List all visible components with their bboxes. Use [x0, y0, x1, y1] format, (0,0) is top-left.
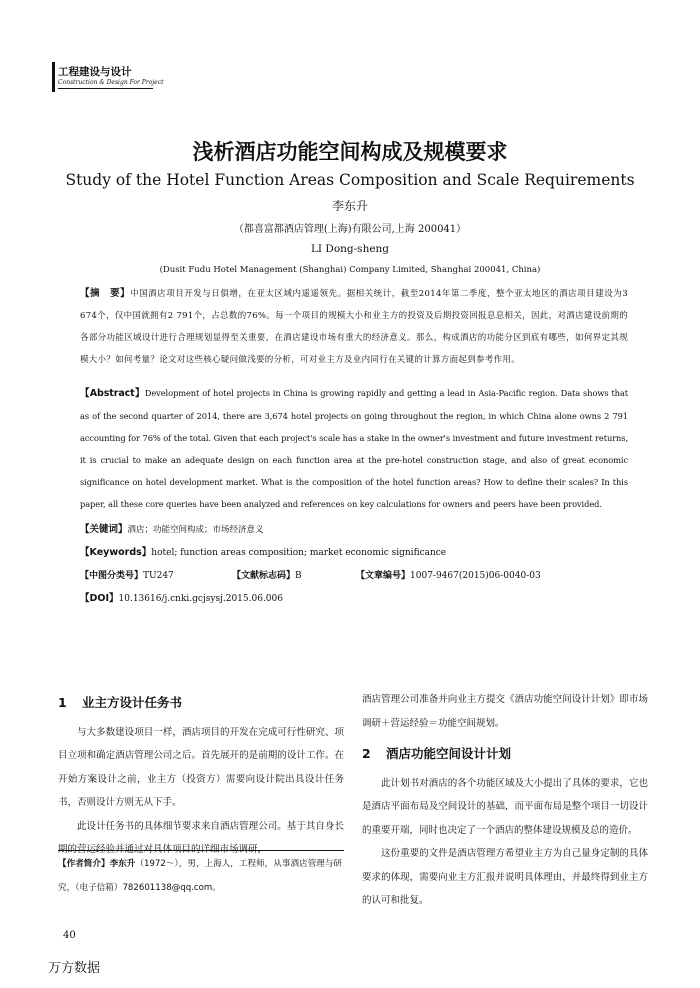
classification-row: [80, 565, 628, 587]
section-1-paragraph: 与大多数建设项目一样，酒店项目的开发在完成可行性研究、项目立项和确定酒店管理公司之后。首先展开的是前期的设计工作。在开始方案设计之前，业主方（投资方）需要向设计院出具设计任务书，否则设计方则无从下手。: [58, 726, 344, 808]
abstract-cn-label: 【摘 要】: [80, 288, 131, 299]
section-1: [58, 691, 344, 862]
footnote-text: （1972～），男，上海人，工程师，从事酒店管理与研究，（电子信箱）782601138@qq.com。: [58, 859, 343, 893]
paper-title-cn: 浅析酒店功能空间构成及规模要求: [192, 140, 508, 164]
abstract-cn: [80, 283, 628, 371]
watermark: 万方数据: [48, 961, 101, 976]
author-name-en: LI Dong-sheng: [310, 243, 390, 255]
abstract-en: [80, 382, 628, 515]
abstract-en-text: Development of hotel projects in China is growing rapidly and getting a lead in Asia-Pacific region. Data shows that as of the second quarter of 2014, there are 3,674 hotel projects on going throughout the region, in which China alone owns 2 791 accounting for 76% of the total. Given that each project's scale has a stake in the owner's investment and future investment returns, it is crucial to make an adequate design on each function area at the pre-hotel construction stage, and also of great economic significance on hotel development market. What is the composition of the hotel function areas? How to define their scales? In this paper, all these core queries have been analyzed and references on key calculations for owners and peers have been provided.: [80, 388, 628, 509]
article-number: 【文章编号】1007-9467(2015)06-0040-03: [356, 571, 541, 581]
doi: [80, 588, 628, 610]
keywords-cn-text: 酒店；功能空间构成；市场经济意义: [127, 525, 264, 535]
journal-name-en: Construction & Design For Project: [58, 79, 164, 86]
keywords-en-text: hotel; function areas composition; market economic significance: [151, 548, 447, 558]
author-affiliation-en: (Dusit Fudu Hotel Management (Shanghai) Company Limited, Shanghai 200041, China): [159, 265, 541, 275]
keywords-en-label: 【Keywords】: [80, 547, 152, 558]
section-1-heading: 1 业主方设计任务书: [58, 695, 183, 710]
section-2-heading: 2 酒店功能空间设计计划: [362, 746, 512, 761]
keywords-cn-label: 【关键词】: [80, 524, 128, 535]
keywords-cn: [80, 519, 628, 541]
page-number: 40: [63, 930, 76, 941]
right-column: [362, 688, 648, 913]
abstract-cn-text: 中国酒店项目开发与日俱增，在亚太区域内遥遥领先。据相关统计，截至2014年第二季度，整个亚太地区的酒店项目建设为3 674个，仅中国就拥有2 791个，占总数的76%。每一个项目的规模大小和业主方的投资及后期投资回报息息相关，因此，对酒店建设前期的各部分功能区域设计进行合理规划显得至关重要，在酒店建设市场有重大的经济意义。那么，构成酒店的功能分区到底有哪些，如何界定其规模大小？如何考量？论文对这些核心疑问做浅要的分析，可对业主方及业内同行在关键的计算方面起到参考作用。: [80, 289, 628, 365]
footnote-author: 李东升: [109, 859, 136, 869]
keywords-en: [80, 542, 628, 564]
journal-header-bar: [52, 62, 55, 92]
section-2-paragraph: 这份重要的文件是酒店管理方希望业主方为自己量身定制的具体要求的体现，需要向业主方汇报并说明具体理由，并最终得到业主方的认可和批复。: [362, 848, 648, 906]
abstract-en-label: 【Abstract】: [80, 388, 145, 399]
clc-number: 【中图分类号】TU247: [80, 571, 174, 581]
doi-value: 10.13616/j.cnki.gcjsysj.2015.06.006: [118, 594, 283, 604]
doi-label: 【DOI】: [80, 593, 119, 604]
paper-title-en: Study of the Hotel Function Areas Composition and Scale Requirements: [65, 171, 635, 189]
journal-name-cn: 工程建设与设计: [58, 66, 132, 78]
footnote-label: 【作者简介】: [58, 859, 110, 869]
section-1-paragraph: 此设计任务书的具体细节要求来自酒店管理公司。基于其自身长: [77, 820, 344, 832]
section-2-paragraph: 此计划书对酒店的各个功能区域及大小提出了具体的要求，它也是酒店平面布局及空间设计的基础，而平面布局是整个项目一切设计的重要开端，同时也决定了一个酒店的整体建设规模及总的造价。: [362, 777, 648, 836]
author-footnote: [58, 852, 344, 900]
author-affiliation-cn: （都喜富都酒店管理(上海)有限公司,上海 200041）: [233, 224, 467, 235]
footnote-rule: [58, 850, 344, 851]
section-1-continuation: 酒店管理公司准备并向业主方提交《酒店功能空间设计计划》即市场调研＋营运经验＝功能空间规划。: [362, 694, 648, 729]
author-name-cn: 李东升: [331, 199, 368, 213]
document-code: 【文献标志码】B: [232, 571, 302, 581]
journal-header-rule: [58, 88, 153, 89]
